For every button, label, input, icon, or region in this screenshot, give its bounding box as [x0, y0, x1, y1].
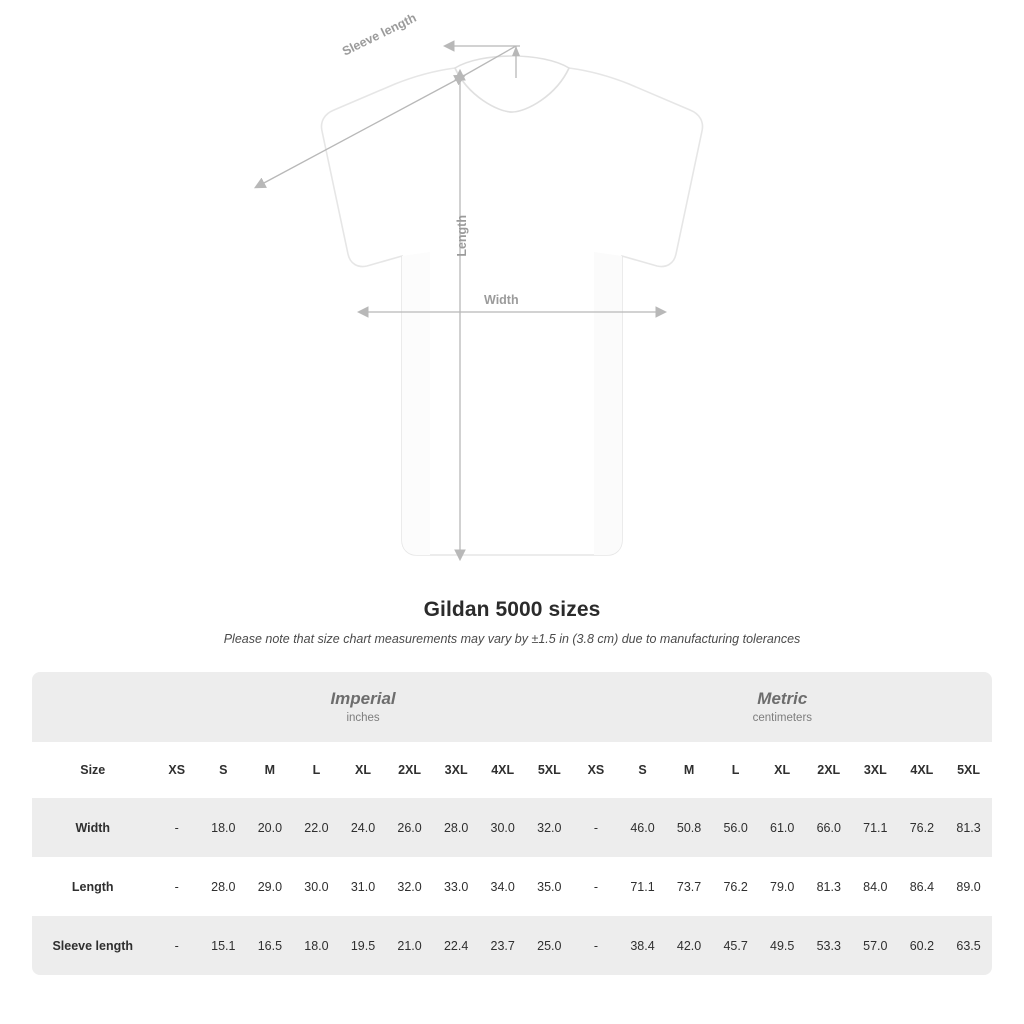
size-table-container: [32, 672, 992, 975]
cell-length-imperial-m: 29.0: [247, 857, 294, 916]
cell-width-metric-l: 56.0: [712, 798, 759, 857]
row-label-sleeve-length: Sleeve length: [32, 916, 153, 975]
cell-width-imperial-m: 20.0: [247, 798, 294, 857]
table-row: [32, 916, 992, 975]
cell-length-imperial-5xl: 35.0: [526, 857, 573, 916]
cell-sleeve-imperial-xs: -: [153, 916, 200, 975]
cell-length-metric-5xl: 89.0: [945, 857, 992, 916]
cell-width-metric-s: 46.0: [619, 798, 666, 857]
header-metric-xs: XS: [573, 742, 620, 798]
cell-sleeve-imperial-m: 16.5: [247, 916, 294, 975]
cell-width-metric-xl: 61.0: [759, 798, 806, 857]
cell-length-imperial-l: 30.0: [293, 857, 340, 916]
cell-length-metric-xl: 79.0: [759, 857, 806, 916]
header-imperial-l: L: [293, 742, 340, 798]
header-imperial-m: M: [247, 742, 294, 798]
cell-length-imperial-xl: 31.0: [340, 857, 387, 916]
cell-width-imperial-2xl: 26.0: [386, 798, 433, 857]
title-block: [0, 598, 1024, 646]
cell-length-metric-3xl: 84.0: [852, 857, 899, 916]
cell-width-imperial-s: 18.0: [200, 798, 247, 857]
header-metric-4xl: 4XL: [899, 742, 946, 798]
cell-sleeve-metric-4xl: 60.2: [899, 916, 946, 975]
cell-sleeve-metric-2xl: 53.3: [805, 916, 852, 975]
header-metric-xl: XL: [759, 742, 806, 798]
cell-sleeve-metric-3xl: 57.0: [852, 916, 899, 975]
width-label: Width: [484, 293, 519, 307]
sleeve-length-label: Sleeve length: [340, 10, 419, 59]
size-table: [32, 672, 992, 975]
header-imperial-2xl: 2XL: [386, 742, 433, 798]
cell-sleeve-imperial-s: 15.1: [200, 916, 247, 975]
cell-width-imperial-xl: 24.0: [340, 798, 387, 857]
header-metric-l: L: [712, 742, 759, 798]
cell-sleeve-metric-m: 42.0: [666, 916, 713, 975]
unit-header-metric: [573, 672, 992, 742]
header-imperial-xs: XS: [153, 742, 200, 798]
header-metric-m: M: [666, 742, 713, 798]
header-imperial-5xl: 5XL: [526, 742, 573, 798]
table-row: [32, 798, 992, 857]
unit-corner-cell: [32, 672, 153, 742]
cell-sleeve-imperial-2xl: 21.0: [386, 916, 433, 975]
header-imperial-4xl: 4XL: [479, 742, 526, 798]
tolerance-note: Please note that size chart measurements may vary by ±1.5 in (3.8 cm) due to manufacturing tolerances: [223, 632, 801, 646]
header-imperial-xl: XL: [340, 742, 387, 798]
cell-length-metric-4xl: 86.4: [899, 857, 946, 916]
cell-width-imperial-3xl: 28.0: [433, 798, 480, 857]
length-label: Length: [455, 215, 469, 257]
cell-length-imperial-xs: -: [153, 857, 200, 916]
header-imperial-3xl: 3XL: [433, 742, 480, 798]
cell-width-imperial-4xl: 30.0: [479, 798, 526, 857]
unit-name-metric: Metric: [757, 689, 808, 709]
cell-sleeve-metric-s: 38.4: [619, 916, 666, 975]
unit-header-row: [32, 672, 992, 742]
unit-name-imperial: Imperial: [330, 689, 396, 709]
cell-width-metric-3xl: 71.1: [852, 798, 899, 857]
cell-length-metric-s: 71.1: [619, 857, 666, 916]
cell-width-metric-2xl: 66.0: [805, 798, 852, 857]
row-label-width: Width: [32, 798, 153, 857]
unit-sub-imperial: inches: [346, 712, 380, 724]
unit-header-imperial: [153, 672, 572, 742]
header-metric-s: S: [619, 742, 666, 798]
cell-length-imperial-4xl: 34.0: [479, 857, 526, 916]
header-metric-5xl: 5XL: [945, 742, 992, 798]
cell-width-metric-4xl: 76.2: [899, 798, 946, 857]
cell-sleeve-imperial-l: 18.0: [293, 916, 340, 975]
header-metric-3xl: 3XL: [852, 742, 899, 798]
table-row: [32, 857, 992, 916]
cell-width-imperial-xs: -: [153, 798, 200, 857]
cell-length-metric-l: 76.2: [712, 857, 759, 916]
cell-width-imperial-l: 22.0: [293, 798, 340, 857]
cell-sleeve-metric-l: 45.7: [712, 916, 759, 975]
row-label-length: Length: [32, 857, 153, 916]
header-metric-2xl: 2XL: [805, 742, 852, 798]
cell-sleeve-metric-xl: 49.5: [759, 916, 806, 975]
size-header-row: [32, 742, 992, 798]
cell-length-metric-xs: -: [573, 857, 620, 916]
cell-length-imperial-3xl: 33.0: [433, 857, 480, 916]
cell-width-imperial-5xl: 32.0: [526, 798, 573, 857]
cell-sleeve-imperial-xl: 19.5: [340, 916, 387, 975]
cell-sleeve-metric-5xl: 63.5: [945, 916, 992, 975]
header-size: Size: [32, 742, 153, 798]
cell-sleeve-imperial-3xl: 22.4: [433, 916, 480, 975]
cell-width-metric-xs: -: [573, 798, 620, 857]
cell-length-metric-2xl: 81.3: [805, 857, 852, 916]
cell-length-imperial-2xl: 32.0: [386, 857, 433, 916]
cell-width-metric-m: 50.8: [666, 798, 713, 857]
cell-sleeve-imperial-5xl: 25.0: [526, 916, 573, 975]
cell-sleeve-imperial-4xl: 23.7: [479, 916, 526, 975]
cell-width-metric-5xl: 81.3: [945, 798, 992, 857]
header-imperial-s: S: [200, 742, 247, 798]
cell-length-imperial-s: 28.0: [200, 857, 247, 916]
unit-sub-metric: centimeters: [752, 712, 813, 724]
cell-sleeve-metric-xs: -: [573, 916, 620, 975]
cell-length-metric-m: 73.7: [666, 857, 713, 916]
page-title: Gildan 5000 sizes: [423, 598, 601, 621]
